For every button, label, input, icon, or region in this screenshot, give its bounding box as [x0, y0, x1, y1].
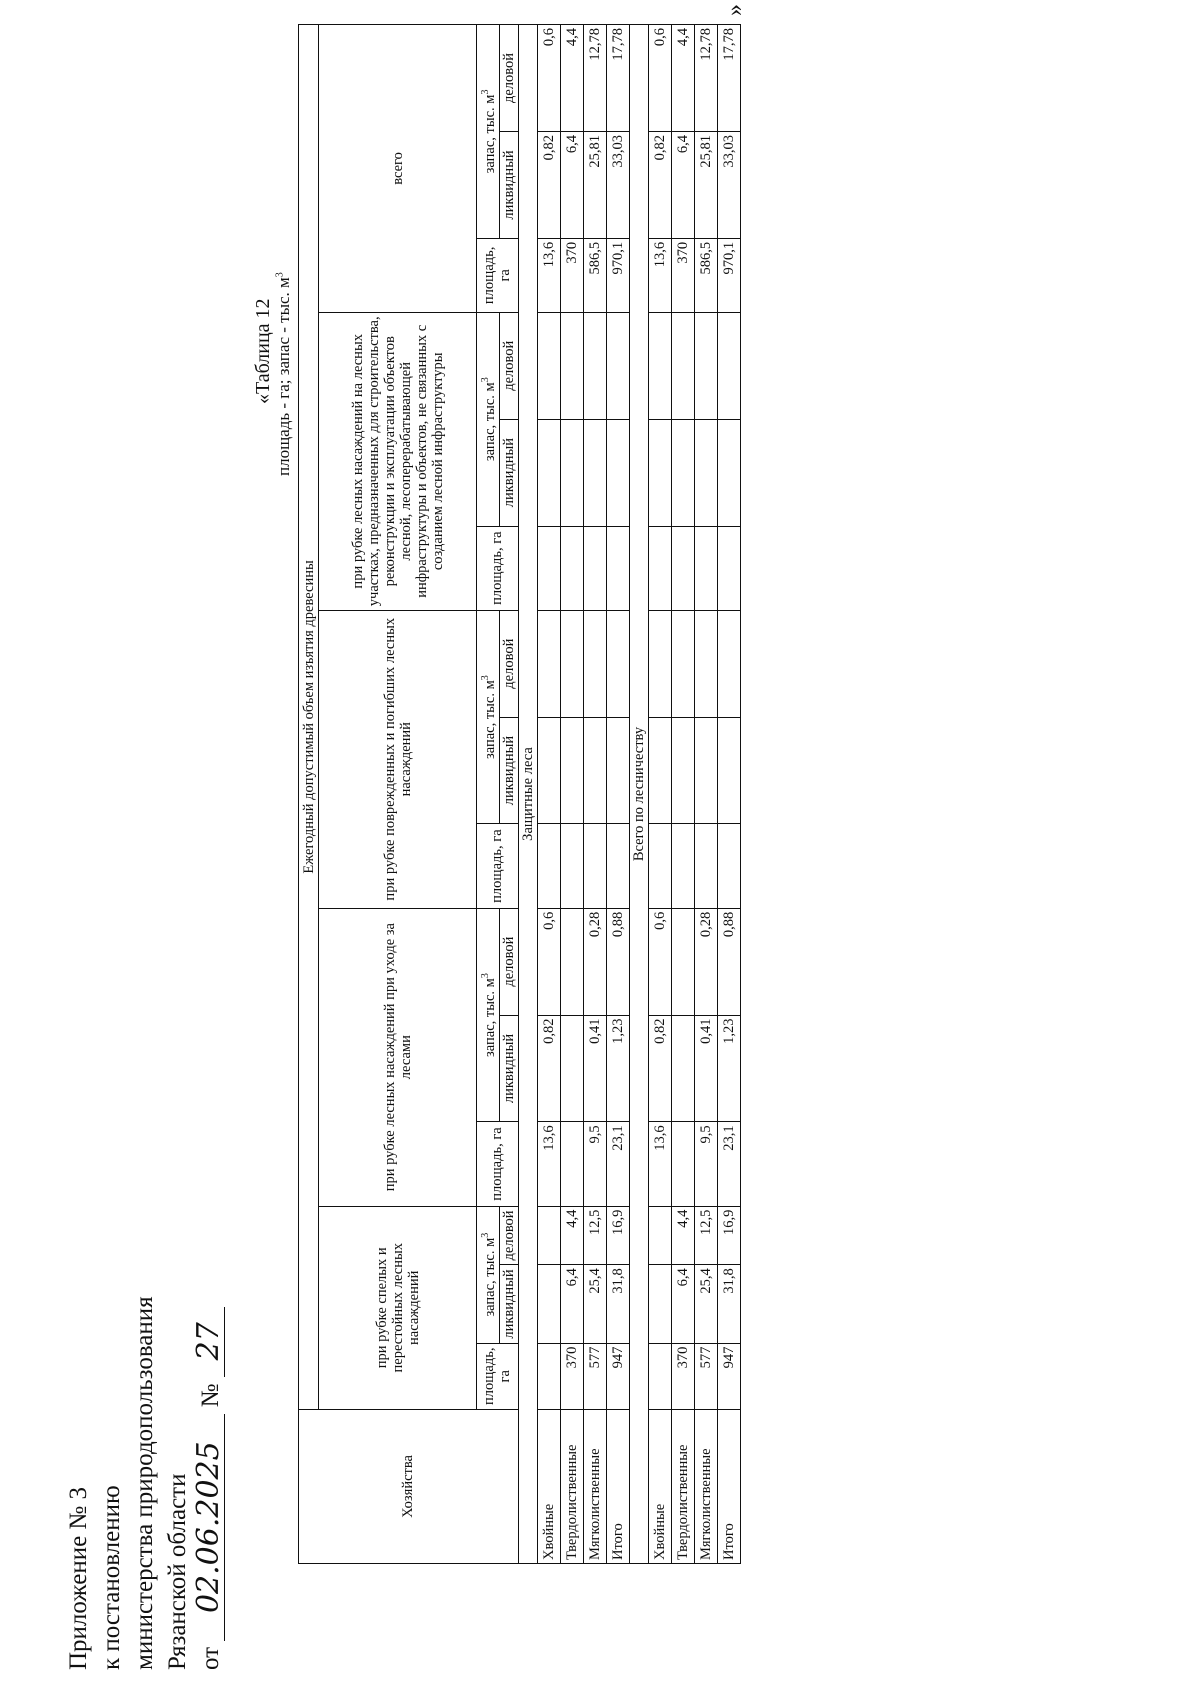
table-cell [648, 526, 671, 610]
table-cell: 17,78 [717, 25, 740, 132]
row-label: Итого [717, 1409, 740, 1563]
table-cell [717, 610, 740, 717]
table-cell: 12,78 [694, 25, 717, 132]
table-cell [648, 1206, 671, 1265]
table-cell: 12,5 [694, 1206, 717, 1265]
table-cell: 970,1 [606, 238, 629, 312]
header-line-3: министерства природопользования [131, 1296, 158, 1670]
table-cell: 370 [671, 1343, 694, 1409]
table-cell [648, 717, 671, 824]
table-cell: 0,82 [648, 132, 671, 239]
table-cell [537, 419, 560, 526]
table-cell: 947 [717, 1343, 740, 1409]
business-header: деловой [499, 312, 518, 419]
business-header: деловой [499, 610, 518, 717]
table-cell [537, 717, 560, 824]
table-cell [606, 419, 629, 526]
harvest-volume-table [298, 24, 741, 1564]
table-row [583, 25, 606, 1564]
table-cell: 25,4 [694, 1265, 717, 1343]
section-title: Защитные леса [518, 25, 537, 1564]
table-cell: 6,4 [560, 1265, 583, 1343]
table-cell: 1,23 [717, 1015, 740, 1122]
table-cell: 0,41 [694, 1015, 717, 1122]
table-row [694, 25, 717, 1564]
table-cell: 25,4 [583, 1265, 606, 1343]
row-label: Мягколиственные [583, 1409, 606, 1563]
table-cell [560, 610, 583, 717]
table-cell [560, 526, 583, 610]
table-cell [694, 312, 717, 419]
stock-header: запас, тыс. $м^3$ [477, 610, 500, 824]
row-label: Мягколиственные [694, 1409, 717, 1563]
area-header: площадь, га [477, 824, 519, 908]
table-cell [560, 312, 583, 419]
table-cell [694, 526, 717, 610]
group-header-care: при рубке лесных насаждений при уходе за лесами [319, 908, 477, 1206]
area-header: площадь, га [477, 1122, 519, 1206]
table-cell [671, 1122, 694, 1206]
table-cell [560, 908, 583, 1015]
table-row [717, 25, 740, 1564]
row-label: Итого [606, 1409, 629, 1563]
table-cell [671, 312, 694, 419]
number-prefix: № [197, 1383, 224, 1408]
group-header-mature: при рубке спелых и перестойных лесных насаждений [319, 1206, 477, 1409]
table-cell [694, 419, 717, 526]
table-cell: 33,03 [606, 132, 629, 239]
table-cell [671, 526, 694, 610]
row-label: Твердолиственные [560, 1409, 583, 1563]
liquid-header: ликвидный [499, 1265, 518, 1343]
header-line-4: Рязанской области [164, 1473, 191, 1670]
table-cell [606, 312, 629, 419]
area-header: площадь, га [477, 238, 519, 312]
table-cell: 6,4 [671, 1265, 694, 1343]
group-header-total: всего [319, 25, 477, 313]
area-header: площадь, га [477, 1343, 519, 1409]
table-cell: 6,4 [671, 132, 694, 239]
table-cell [560, 824, 583, 908]
table-cell: 1,23 [606, 1015, 629, 1122]
table-cell: 17,78 [606, 25, 629, 132]
group-header-construction: при рубке лесных насаждений на лесных участках, предназначенных для строительства, реконструкции и эксплуатации объектов лесной, лесоперерабатывающей инфраструктуры и объектов, не связанных с созданием лесной инфраструктуры [319, 312, 477, 610]
table-cell: 586,5 [583, 238, 606, 312]
table-cell [648, 1265, 671, 1343]
table-cell: 23,1 [717, 1122, 740, 1206]
table-cell [694, 610, 717, 717]
table-cell: 4,4 [671, 25, 694, 132]
table-cell: 370 [560, 238, 583, 312]
table-cell: 16,9 [717, 1206, 740, 1265]
table-cell [560, 717, 583, 824]
table-cell: 23,1 [606, 1122, 629, 1206]
business-header: деловой [499, 908, 518, 1015]
header-line-2: к постановлению [98, 1485, 125, 1670]
table-cell [537, 526, 560, 610]
table-row [537, 25, 560, 1564]
stock-header: запас, тыс. $м^3$ [477, 312, 500, 526]
section-row [629, 25, 648, 1564]
liquid-header: ликвидный [499, 132, 518, 239]
table-cell [537, 1206, 560, 1265]
table-title: «Таблица 12 [252, 298, 274, 404]
table-cell: 31,8 [606, 1265, 629, 1343]
table-cell: 9,5 [694, 1122, 717, 1206]
table-cell [648, 312, 671, 419]
table-cell [583, 824, 606, 908]
table-cell [560, 419, 583, 526]
table-cell: 370 [671, 238, 694, 312]
group-header-damaged: при рубке поврежденных и погибших лесных насаждений [319, 610, 477, 908]
table-cell: 0,6 [648, 25, 671, 132]
date-line [191, 1300, 227, 1670]
stock-header: запас, тыс. $м^3$ [477, 1206, 500, 1343]
liquid-header: ликвидный [499, 1015, 518, 1122]
table-cell [671, 824, 694, 908]
liquid-header: ликвидный [499, 717, 518, 824]
table-cell: 33,03 [717, 132, 740, 239]
table-cell [537, 1265, 560, 1343]
col-header-farms: Хозяйства [299, 1409, 519, 1563]
table-cell: 25,81 [583, 132, 606, 239]
business-header: деловой [499, 1206, 518, 1265]
table-cell [671, 717, 694, 824]
table-cell: 970,1 [717, 238, 740, 312]
table-cell [648, 824, 671, 908]
table-cell [583, 419, 606, 526]
handwritten-date: 02.06.2025 [194, 1414, 225, 1641]
units-text: площадь - га; запас - тыс. м [274, 277, 293, 476]
business-header: деловой [499, 25, 518, 132]
table-cell [717, 312, 740, 419]
table-cell [537, 312, 560, 419]
appendix-header [62, 1296, 227, 1670]
row-label: Хвойные [648, 1409, 671, 1563]
table-cell: 16,9 [606, 1206, 629, 1265]
table-row [671, 25, 694, 1564]
table-cell [671, 908, 694, 1015]
section-row [518, 25, 537, 1564]
table-row [606, 25, 629, 1564]
table-cell: 0,88 [717, 908, 740, 1015]
table-cell [606, 526, 629, 610]
table-body [518, 25, 740, 1564]
table-cell [583, 526, 606, 610]
units-note [274, 272, 294, 476]
table-cell: 0,28 [694, 908, 717, 1015]
table-cell: 577 [583, 1343, 606, 1409]
stock-header: запас, тыс. $м^3$ [477, 908, 500, 1122]
table-cell: 577 [694, 1343, 717, 1409]
table-cell: 31,8 [717, 1265, 740, 1343]
table-cell: 0,6 [537, 908, 560, 1015]
row-label: Хвойные [537, 1409, 560, 1563]
area-header: площадь, га [477, 526, 519, 610]
table-cell [606, 610, 629, 717]
table-cell: 4,4 [560, 1206, 583, 1265]
section-title: Всего по лесничеству [629, 25, 648, 1564]
table-cell [671, 610, 694, 717]
table-cell [537, 824, 560, 908]
table-cell [694, 717, 717, 824]
table-cell: 0,82 [537, 1015, 560, 1122]
table-cell [717, 526, 740, 610]
date-prefix: от [197, 1646, 224, 1670]
table-cell: 9,5 [583, 1122, 606, 1206]
table-cell [537, 1343, 560, 1409]
table-cell: 0,41 [583, 1015, 606, 1122]
table-cell: 0,82 [648, 1015, 671, 1122]
table-cell [648, 419, 671, 526]
table-cell [606, 717, 629, 824]
handwritten-number: 27 [194, 1307, 225, 1377]
header-line-1: Приложение № 3 [65, 1486, 92, 1670]
table-cell [606, 824, 629, 908]
table-cell [717, 419, 740, 526]
table-cell [560, 1122, 583, 1206]
table-cell: 13,6 [648, 1122, 671, 1206]
table-cell: 4,4 [560, 25, 583, 132]
table-cell: 13,6 [537, 1122, 560, 1206]
table-cell: 12,5 [583, 1206, 606, 1265]
closing-quote: » [722, 4, 748, 16]
table-cell: 0,6 [537, 25, 560, 132]
table-cell [648, 1343, 671, 1409]
table-cell: 586,5 [694, 238, 717, 312]
table-cell [560, 1015, 583, 1122]
table-cell: 13,6 [648, 238, 671, 312]
table-cell: 0,28 [583, 908, 606, 1015]
table-cell [583, 717, 606, 824]
table-cell: 25,81 [694, 132, 717, 239]
table-cell [537, 610, 560, 717]
table-row [648, 25, 671, 1564]
table-cell [717, 717, 740, 824]
table-cell: 4,4 [671, 1206, 694, 1265]
table-cell [671, 419, 694, 526]
stock-header: запас, тыс. $м^3$ [477, 25, 500, 239]
table-cell: 6,4 [560, 132, 583, 239]
table-cell [583, 610, 606, 717]
table-cell: 13,6 [537, 238, 560, 312]
table-cell: 0,6 [648, 908, 671, 1015]
col-header-annual-volume: Ежегодный допустимый объем изъятия древесины [299, 25, 319, 1410]
table-cell [694, 824, 717, 908]
units-sup: 3 [274, 272, 286, 278]
table-cell [717, 824, 740, 908]
row-label: Твердолиственные [671, 1409, 694, 1563]
table-cell [671, 1015, 694, 1122]
table-cell: 370 [560, 1343, 583, 1409]
table-cell: 0,88 [606, 908, 629, 1015]
liquid-header: ликвидный [499, 419, 518, 526]
table-cell: 12,78 [583, 25, 606, 132]
table-cell: 947 [606, 1343, 629, 1409]
table-row [560, 25, 583, 1564]
table-cell: 0,82 [537, 132, 560, 239]
table-cell [648, 610, 671, 717]
table-cell [583, 312, 606, 419]
